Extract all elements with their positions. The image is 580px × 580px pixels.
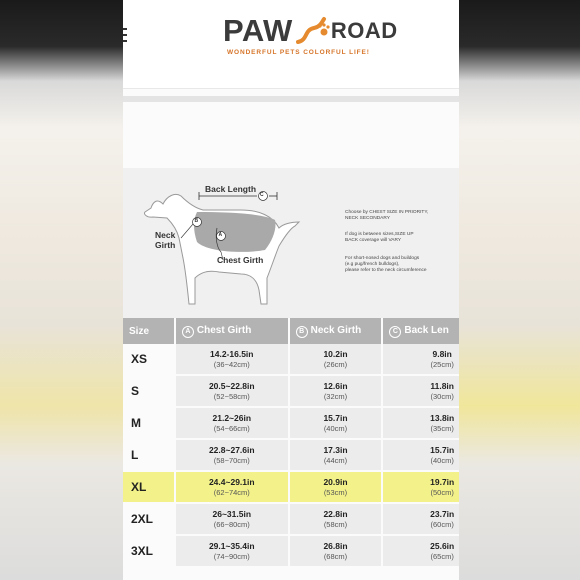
brand-logo	[223, 14, 398, 56]
chest-cell	[175, 535, 289, 567]
brand-tagline: WONDERFUL PETS COLORFUL LIFE!	[227, 49, 370, 56]
menu-icon[interactable]	[123, 28, 127, 44]
size-cell: XS	[123, 344, 175, 375]
note-line: BACK coverage will VARY	[345, 238, 402, 243]
header-back-length	[382, 318, 459, 344]
back-cell	[382, 503, 459, 535]
chest-girth-label: Chest Girth	[217, 255, 264, 265]
back-cm: (35cm)	[430, 423, 454, 433]
neck-in: 15.7in	[323, 412, 348, 423]
chest-in: 22.8~27.6in	[208, 444, 255, 455]
back-cm: (30cm)	[430, 391, 454, 401]
marker-b-icon: B	[296, 326, 308, 338]
chest-cm: (62~74cm)	[213, 487, 250, 497]
neck-cm: (58cm)	[323, 519, 348, 529]
table-header-row	[123, 318, 459, 344]
neck-cell	[289, 407, 383, 439]
neck-cell	[289, 471, 383, 503]
size-cell: 2XL	[123, 503, 175, 535]
back-in: 19.7in	[430, 476, 455, 487]
chest-in: 14.2-16.5in	[210, 348, 254, 359]
table-row-highlighted	[123, 471, 459, 503]
neck-cm: (40cm)	[323, 423, 348, 433]
chest-cell	[175, 439, 289, 471]
size-cell: XL	[123, 471, 175, 503]
back-cell	[382, 407, 459, 439]
back-cell	[382, 439, 459, 471]
neck-in: 22.8in	[323, 508, 348, 519]
neck-in: 26.8in	[323, 540, 348, 551]
back-cell	[382, 344, 459, 375]
back-in: 15.7in	[430, 444, 455, 455]
chest-cell	[175, 471, 289, 503]
back-cell	[382, 375, 459, 407]
note-line: please refer to the neck circumference	[345, 268, 427, 273]
back-in: 23.7in	[430, 508, 455, 519]
back-cell	[382, 535, 459, 567]
note-line: (e.g pug/french bulldogs),	[345, 262, 400, 267]
neck-cell	[289, 535, 383, 567]
chest-cm: (36~42cm)	[213, 359, 250, 369]
fit-note-1	[345, 210, 455, 222]
chest-in: 24.4~29.1in	[208, 476, 255, 487]
brand-name-left: PAW	[223, 13, 293, 48]
back-in: 11.8in	[430, 380, 454, 391]
neck-cm: (53cm)	[323, 487, 348, 497]
fit-note-3	[345, 256, 455, 274]
size-cell: 3XL	[123, 535, 175, 567]
neck-cell	[289, 439, 383, 471]
neck-in: 12.6in	[323, 380, 348, 391]
note-line: For short-nosed dogs and buildogs	[345, 256, 420, 261]
chest-cm: (66~80cm)	[213, 519, 250, 529]
fit-note-2	[345, 232, 455, 244]
blurred-background-left	[0, 0, 123, 580]
back-in: 9.8in	[432, 348, 452, 359]
measurement-diagram	[123, 168, 459, 318]
table-row	[123, 439, 459, 471]
chest-in: 20.5~22.8in	[208, 380, 255, 391]
marker-c-icon: C	[389, 326, 401, 338]
neck-cm: (68cm)	[323, 551, 348, 561]
chest-cell	[175, 407, 289, 439]
chest-in: 26~31.5in	[212, 508, 252, 519]
chest-in: 21.2~26in	[212, 412, 252, 423]
neck-in: 17.3in	[323, 444, 348, 455]
table-row	[123, 407, 459, 439]
brand-header	[123, 0, 459, 89]
table-row	[123, 503, 459, 535]
table-row	[123, 344, 459, 375]
note-line: If dog is between sizes,SIZE UP	[345, 232, 414, 237]
header-back-label: Back Len	[404, 324, 449, 336]
chest-in: 29.1~35.4in	[208, 540, 255, 551]
table-row	[123, 535, 459, 567]
note-line: NECK SECONDARY	[345, 216, 390, 221]
header-chest-label: Chest Girth	[196, 324, 252, 336]
neck-cell	[289, 344, 383, 375]
marker-a: A	[218, 232, 223, 238]
chest-cell	[175, 344, 289, 375]
size-chart-panel	[123, 0, 459, 580]
chest-cm: (74~90cm)	[213, 551, 250, 561]
divider-band	[123, 96, 459, 102]
size-cell: M	[123, 407, 175, 439]
chest-cell	[175, 503, 289, 535]
back-cell	[382, 471, 459, 503]
size-cell: S	[123, 375, 175, 407]
back-in: 13.8in	[430, 412, 455, 423]
back-in: 25.6in	[430, 540, 455, 551]
neck-in: 10.2in	[323, 348, 348, 359]
chest-cell	[175, 375, 289, 407]
neck-cell	[289, 375, 383, 407]
header-chest-girth	[175, 318, 289, 344]
header-neck-girth	[289, 318, 383, 344]
neck-in: 20.9in	[323, 476, 348, 487]
neck-girth-label-line1: Neck	[155, 230, 176, 240]
neck-cell	[289, 503, 383, 535]
chest-cm: (54~66cm)	[213, 423, 250, 433]
neck-cm: (44cm)	[323, 455, 348, 465]
header-size: Size	[123, 318, 175, 344]
back-length-label: Back Length	[205, 184, 257, 194]
brand-name-right: ROAD	[330, 18, 398, 43]
neck-girth-label-line2: Girth	[155, 240, 176, 250]
marker-b: B	[194, 218, 199, 224]
marker-c: C	[260, 192, 264, 198]
neck-cm: (26cm)	[323, 359, 348, 369]
size-chart-table	[123, 318, 459, 568]
blurred-background-right	[459, 0, 580, 580]
header-neck-label: Neck Girth	[310, 324, 362, 336]
note-line: Choose by CHEST SIZE IN PRIORITY,	[345, 210, 429, 215]
marker-a-icon: A	[182, 326, 194, 338]
back-cm: (40cm)	[430, 455, 454, 465]
chest-cm: (58~70cm)	[213, 455, 250, 465]
back-cm: (25cm)	[430, 359, 454, 369]
neck-cm: (32cm)	[323, 391, 348, 401]
chest-cm: (52~58cm)	[213, 391, 250, 401]
size-cell: L	[123, 439, 175, 471]
back-cm: (65cm)	[430, 551, 454, 561]
paw-road-mark-icon	[294, 16, 330, 46]
back-cm: (50cm)	[430, 487, 454, 497]
table-row	[123, 375, 459, 407]
back-cm: (60cm)	[430, 519, 454, 529]
